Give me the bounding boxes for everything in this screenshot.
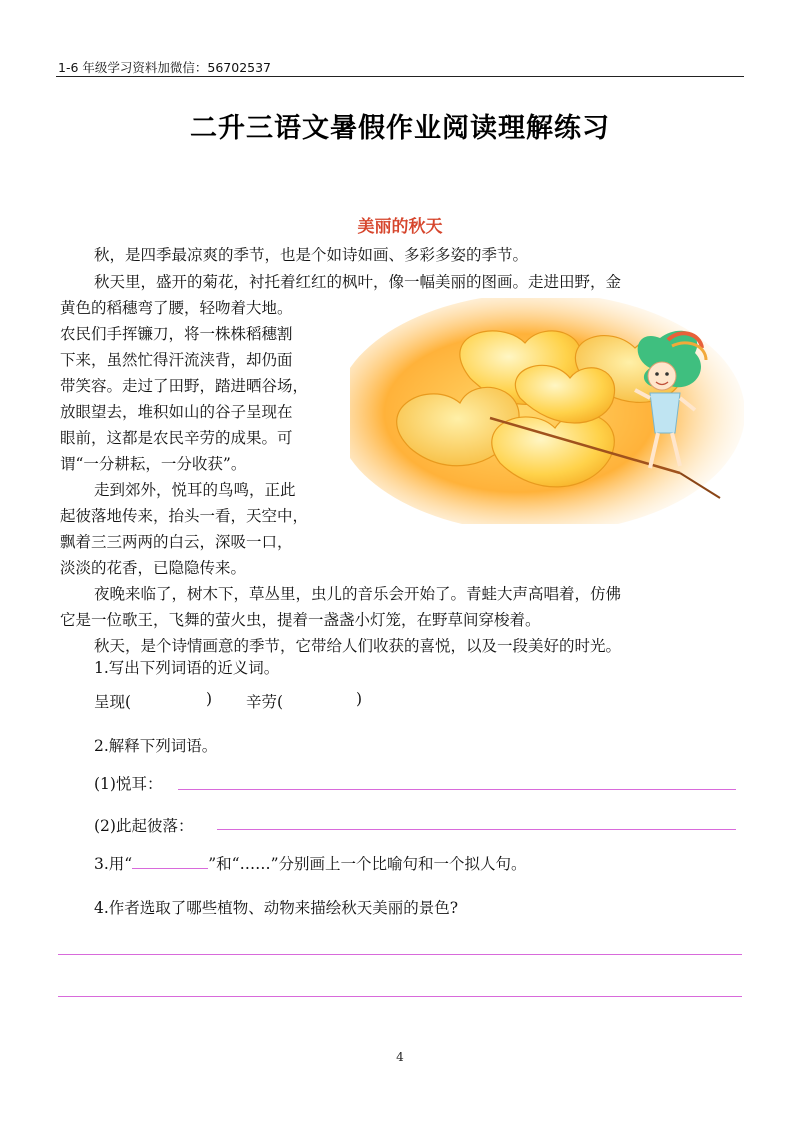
answer-line-2a[interactable] [178,789,736,790]
story-line: 秋天，是个诗情画意的季节，它带给人们收获的喜悦，以及一段美好的时光。 [94,637,622,655]
story-line: 黄色的稻穗弯了腰，轻吻着大地。 [60,299,293,317]
answer-line-4b[interactable] [58,996,742,997]
story-line: 飘着三三两两的白云，深吸一口， [60,533,293,551]
story-line: 秋天里，盛开的菊花，衬托着红红的枫叶，像一幅美丽的图画。走进田野，金 [94,273,622,291]
document-title: 二升三语文暑假作业阅读理解练习 [190,113,610,144]
answer-line-4a[interactable] [58,954,742,955]
story-line: 下来，虽然忙得汗流浃背，却仍面 [60,351,293,369]
question-3 [94,852,527,874]
question-1-a-close: ) [206,690,213,708]
question-4: 4.作者选取了哪些植物、动物来描绘秋天美丽的景色? [94,899,459,917]
header-text: 1-6 年级学习资料加微信：56702537 [58,60,272,75]
story-line: 夜晚来临了，树木下，草丛里，虫儿的音乐会开始了。青蛙大声高唱着，仿佛 [94,585,622,603]
question-3-prefix: 3.用“ [94,855,133,873]
answer-line-2b[interactable] [217,829,736,830]
story-line: 带笑容。走过了田野，踏进晒谷场， [60,377,309,395]
story-line: 起彼落地传来，抬头一看，天空中， [60,507,309,525]
story-line: 眼前，这都是农民辛劳的成果。可 [60,429,293,447]
story-line: 淡淡的花香，已隐隐传来。 [60,559,247,577]
question-1: 1.写出下列词语的近义词。 [94,659,280,677]
story-line: 谓“一分耕耘，一分收获”。 [60,455,247,473]
question-2-b-label: (2)此起彼落： [94,817,194,835]
page-number: 4 [396,1050,404,1064]
story-line: 走到郊外，悦耳的鸟鸣，正此 [94,481,296,499]
question-1-a-label: 呈现( [94,693,132,711]
question-1-b-label: 辛劳( [246,693,284,711]
header-rule [56,76,744,77]
story-line: 秋，是四季最凉爽的季节，也是个如诗如画、多彩多姿的季节。 [94,246,529,264]
question-3-suffix: ”和“……”分别画上一个比喻句和一个拟人句。 [208,855,527,873]
story-line: 它是一位歌王，飞舞的萤火虫，提着一盏盏小灯笼，在野草间穿梭着。 [60,611,541,629]
story-title: 美丽的秋天 [357,217,443,237]
question-2-a-label: (1)悦耳： [94,775,163,793]
story-line: 放眼望去，堆积如山的谷子呈现在 [60,403,293,421]
question-3-underline-sample [132,854,208,869]
question-1-b-close: ) [356,690,363,708]
story-line: 农民们手挥镰刀，将一株株稻穗割 [60,325,293,343]
autumn-ginkgo-illustration [350,298,744,524]
question-2: 2.解释下列词语。 [94,737,218,755]
